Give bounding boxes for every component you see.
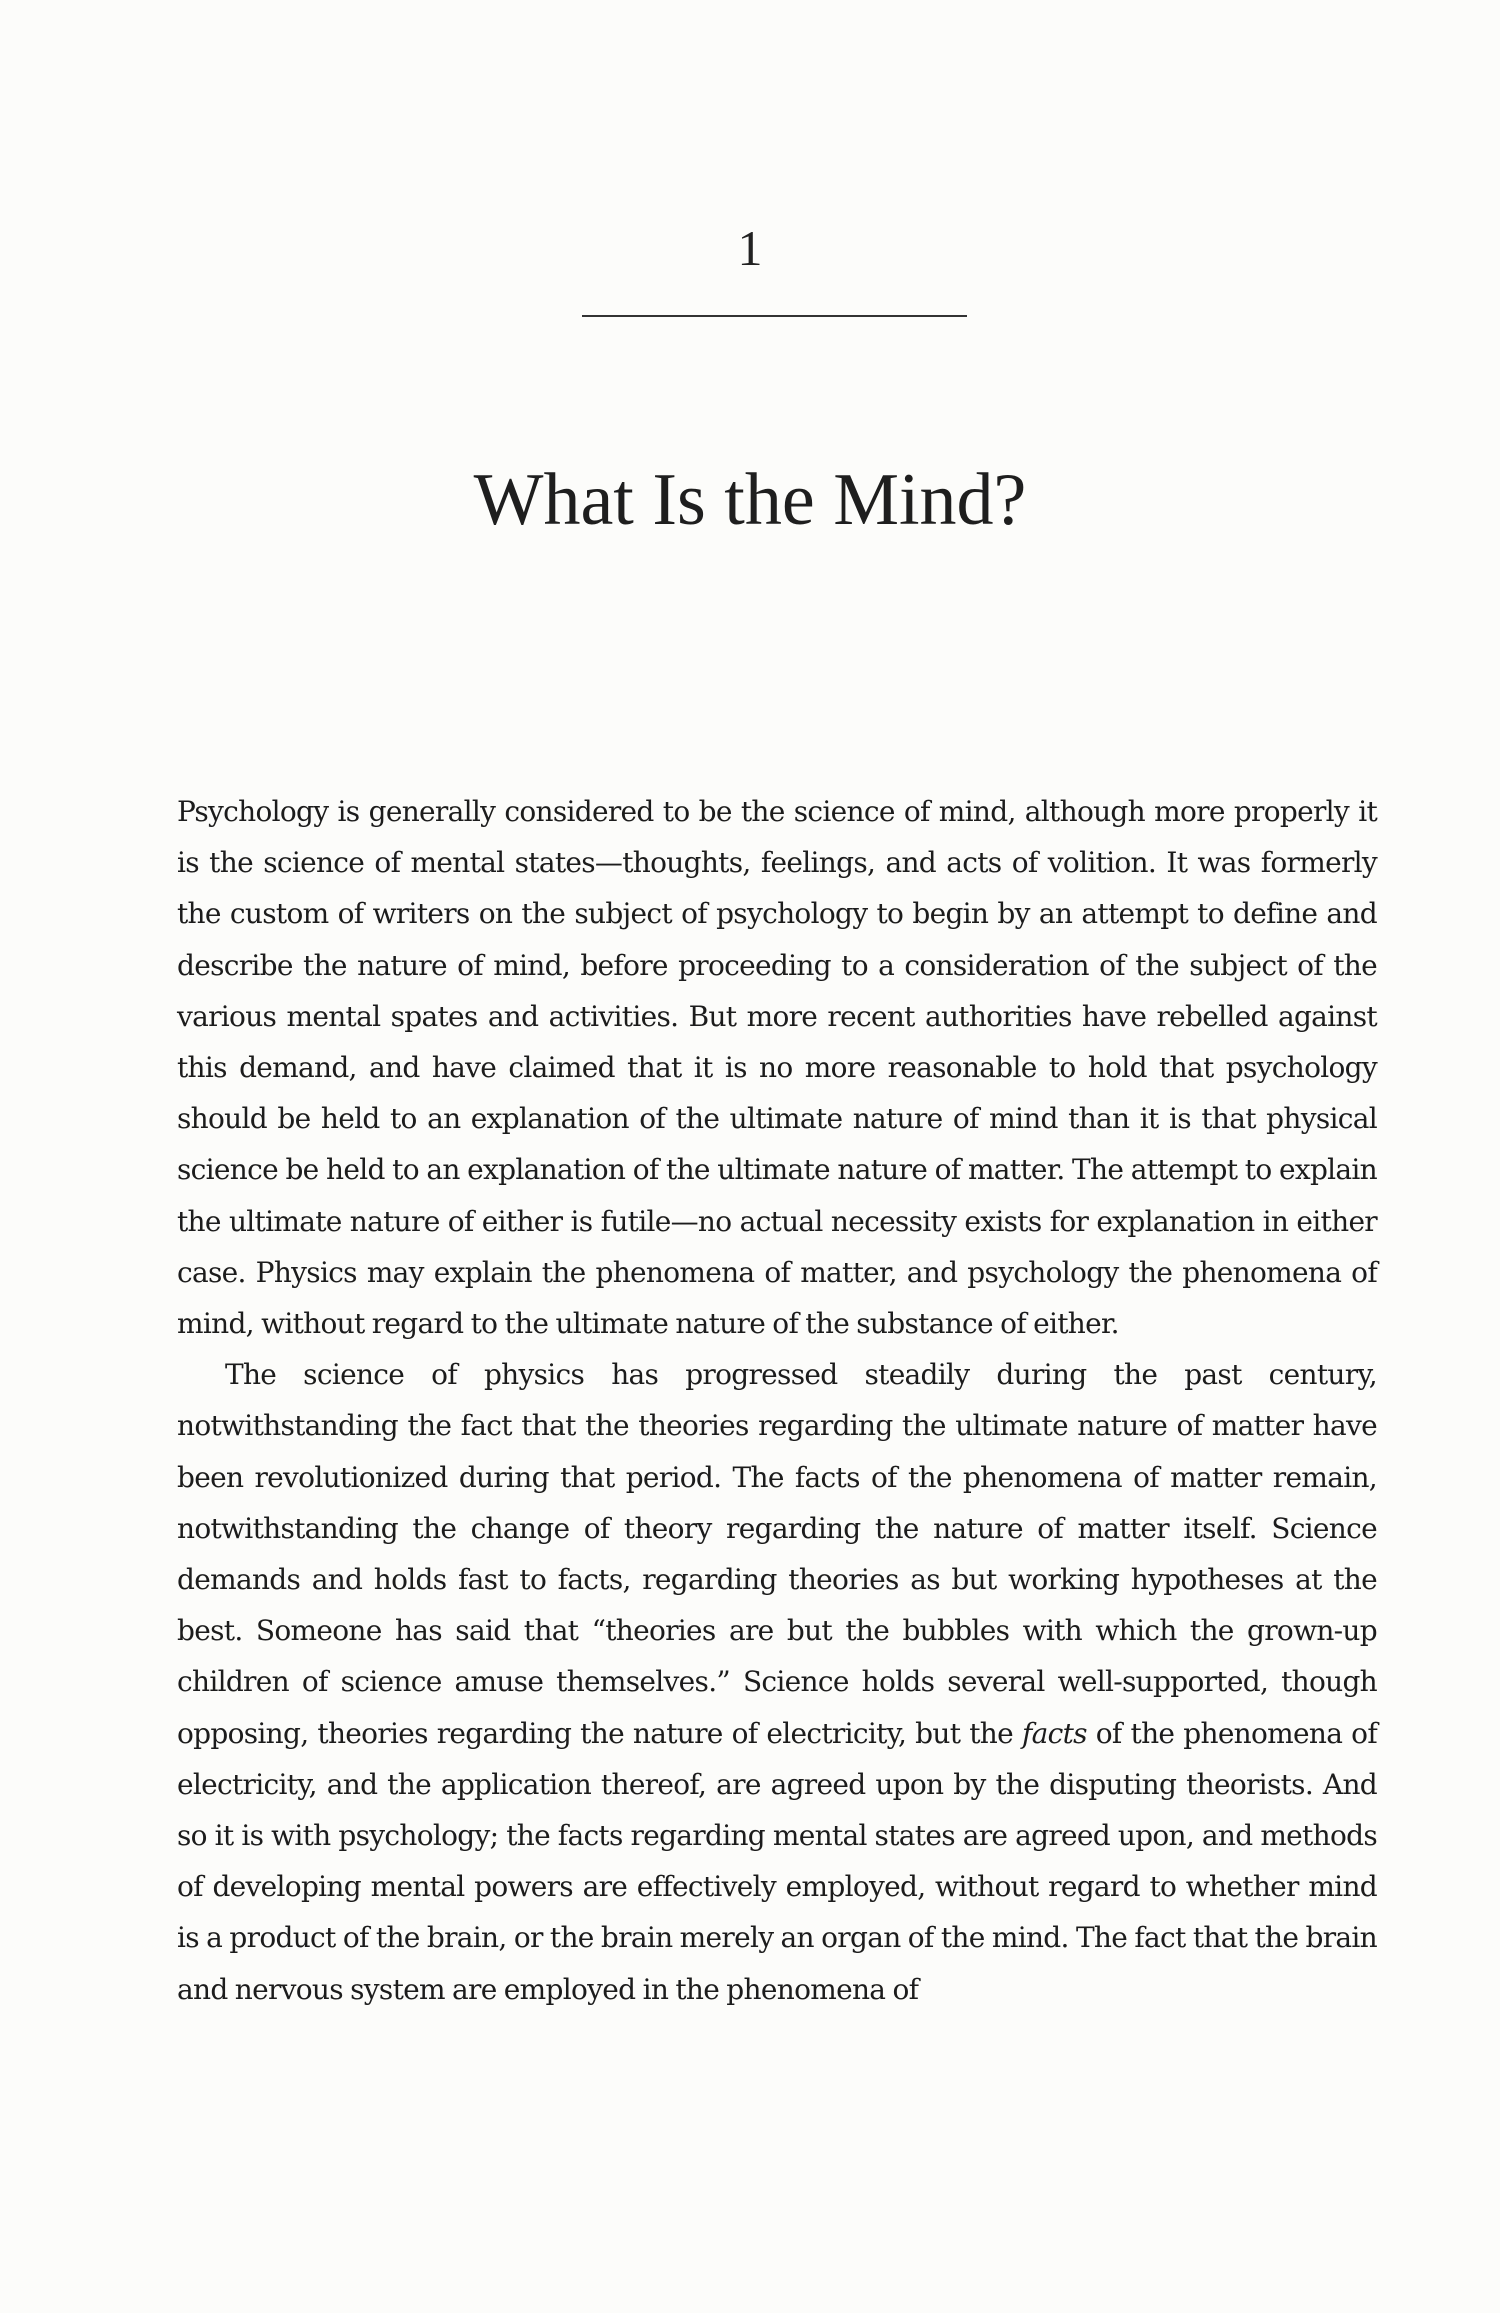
paragraph-2 xyxy=(177,1349,1377,2015)
paragraph-2-text-after-emphasis: of the phenomena of electricity, and the application thereof, are agreed upon by the disputing theorists. And so it is with psychology; the facts regarding mental states are agreed upon, and methods of developing mental powers are effectively employed, without regard to whether mind is a product of the brain, or the brain merely an organ of the mind. The fact that the brain and nervous system are employed in the phenomena of xyxy=(177,1716,1377,2006)
chapter-body xyxy=(177,786,1377,2015)
paragraph-1: Psychology is generally considered to be the science of mind, although more properly it is the science of mental states—thoughts, feelings, and acts of volition. It was formerly the custom of writers on the subject of psychology to begin by an attempt to define and describe the nature of mind, before proceeding to a consideration of the subject of the various mental spates and activities. But more recent authorities have rebelled against this demand, and have claimed that it is no more reasonable to hold that psychology should be held to an explanation of the ultimate nature of mind than it is that physical science be held to an explanation of the ultimate nature of matter. The attempt to explain the ultimate nature of either is futile—no actual necessity exists for explanation in either case. Physics may explain the phenomena of matter, and psychology the phenomena of mind, without regard to the ultimate nature of the substance of either. xyxy=(177,795,1377,1341)
emphasized-word: facts xyxy=(1021,1716,1087,1750)
paragraph-2-text-before-emphasis: The science of physics has progressed steadily during the past century, notwithstanding the fact that the theories regarding the ultimate nature of matter have been revolutionized during that period. The facts of the phenomena of matter remain, notwithstanding the change of theory regarding the nature of matter itself. Science demands and holds fast to facts, regarding theories as but working hypotheses at the best. Someone has said that “theories are but the bubbles with which the grown-up children of science amuse themselves.” Science holds several well-supported, though opposing, theories regarding the nature of electricity, but the xyxy=(177,1358,1377,1750)
chapter-divider-rule xyxy=(582,315,967,317)
chapter-title: What Is the Mind? xyxy=(473,459,1027,541)
chapter-number: 1 xyxy=(737,220,763,276)
